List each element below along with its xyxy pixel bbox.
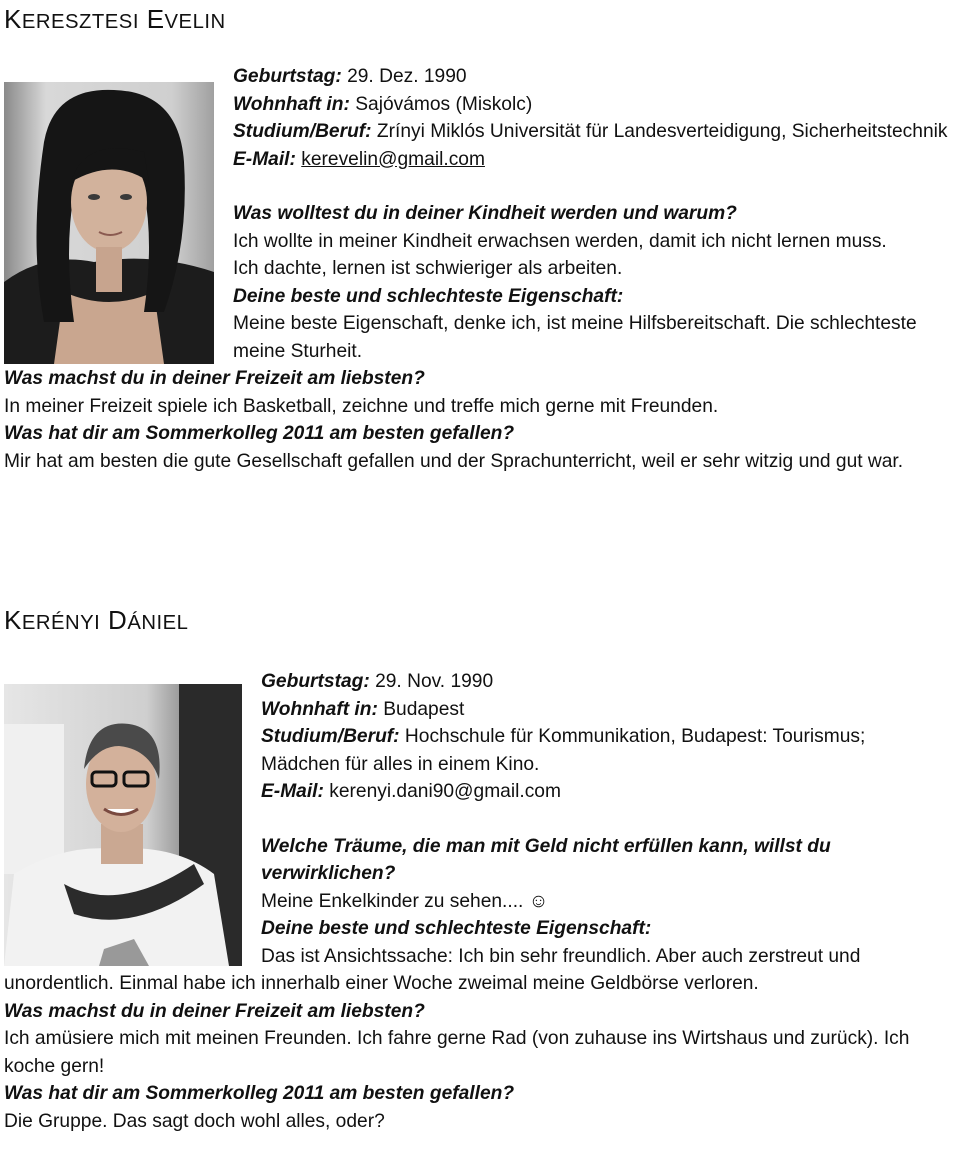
person1-answer-3: In meiner Freizeit spiele ich Basketball, zeichne und treffe mich gerne mit Freunden.	[4, 395, 719, 417]
person2-answer-1: Meine Enkelkinder zu sehen.... ☺	[261, 890, 549, 912]
person1-photo-spacer	[4, 63, 233, 345]
person1-email-link[interactable]: kerevelin@gmail.com	[301, 148, 485, 170]
person1-name-initial1: K	[4, 4, 22, 34]
person2-answer-4: Die Gruppe. Das sagt doch wohl alles, oder?	[4, 1110, 385, 1132]
person1-question-2: Deine beste und schlechteste Eigenschaft:	[233, 285, 624, 307]
person1-answer-4: Mir hat am besten die gute Gesellschaft gefallen und der Sprachunterricht, weil er sehr witzig und gut war.	[4, 450, 904, 472]
person1-birthday-label: Geburtstag:	[233, 66, 342, 87]
person1-answer-2: Meine beste Eigenschaft, denke ich, ist meine Hilfsbereitschaft. Die schlechteste meine Sturheit.	[233, 313, 917, 362]
person2-question-4: Was hat dir am Sommerkolleg 2011 am besten gefallen?	[4, 1083, 515, 1104]
person2-birthday: 29. Nov. 1990	[375, 671, 494, 692]
person2-name-rest2: ÁNIEL	[127, 612, 189, 634]
person2-birthday-label: Geburtstag:	[261, 671, 370, 692]
person2-profile	[4, 668, 960, 1135]
person2-study: Hochschule für Kommunikation, Budapest: Tourismus; Mädchen für alles in einem Kino.	[261, 726, 866, 775]
person1-residence: Sajóvámos (Miskolc)	[355, 93, 533, 115]
person1-name-heading	[4, 6, 226, 32]
person1-name-initial2: E	[146, 4, 165, 34]
person2-photo-spacer	[4, 668, 261, 950]
person2-residence-label: Wohnhaft in:	[261, 698, 378, 720]
person1-answer-1: Ich wollte in meiner Kindheit erwachsen werden, damit ich nicht lernen muss. Ich dachte, lernen ist schwieriger als arbeiten.	[233, 230, 887, 279]
person1-name-rest2: VELIN	[164, 11, 226, 33]
person2-question-2: Deine beste und schlechteste Eigenschaft:	[261, 918, 652, 939]
person1-study: Zrínyi Miklós Universität für Landesverteidigung, Sicherheitstechnik	[376, 121, 948, 142]
person2-email[interactable]: kerenyi.dani90@gmail.com	[329, 781, 561, 802]
person2-email-label: E-Mail:	[261, 781, 324, 802]
person2-answer-3: Ich amüsiere mich mit meinen Freunden. Ich fahre gerne Rad (von zuhause ins Wirtshaus und zurück). Ich koche gern!	[4, 1028, 910, 1077]
person1-question-1: Was wolltest du in deiner Kindheit werden und warum?	[233, 203, 737, 224]
person1-residence-label: Wohnhaft in:	[233, 93, 350, 115]
person2-question-3: Was machst du in deiner Freizeit am liebsten?	[4, 1000, 425, 1022]
person2-question-1: Welche Träume, die man mit Geld nicht erfüllen kann, willst du verwirklichen?	[261, 835, 831, 884]
person1-name-rest1: ERESZTESI	[21, 11, 139, 33]
person2-residence: Budapest	[383, 698, 465, 720]
person2-name-initial1: K	[4, 605, 22, 635]
person1-email-label: E-Mail:	[233, 148, 296, 170]
person2-answer-2: Das ist Ansichtssache: Ich bin sehr freundlich. Aber auch zerstreut und unordentlich. Einmal habe ich innerhalb einer Woche zweimal meine Geldbörse verloren.	[4, 945, 861, 994]
person2-name-initial2: D	[108, 605, 128, 635]
person1-question-3: Was machst du in deiner Freizeit am liebsten?	[4, 368, 425, 389]
person1-study-label: Studium/Beruf:	[233, 121, 372, 142]
person2-study-label: Studium/Beruf:	[261, 726, 400, 747]
person1-birthday: 29. Dez. 1990	[347, 66, 467, 87]
person2-name-heading	[4, 607, 188, 633]
person2-name-rest1: ERÉNYI	[21, 612, 101, 634]
person1-profile	[4, 63, 960, 475]
person1-question-4: Was hat dir am Sommerkolleg 2011 am besten gefallen?	[4, 423, 515, 444]
